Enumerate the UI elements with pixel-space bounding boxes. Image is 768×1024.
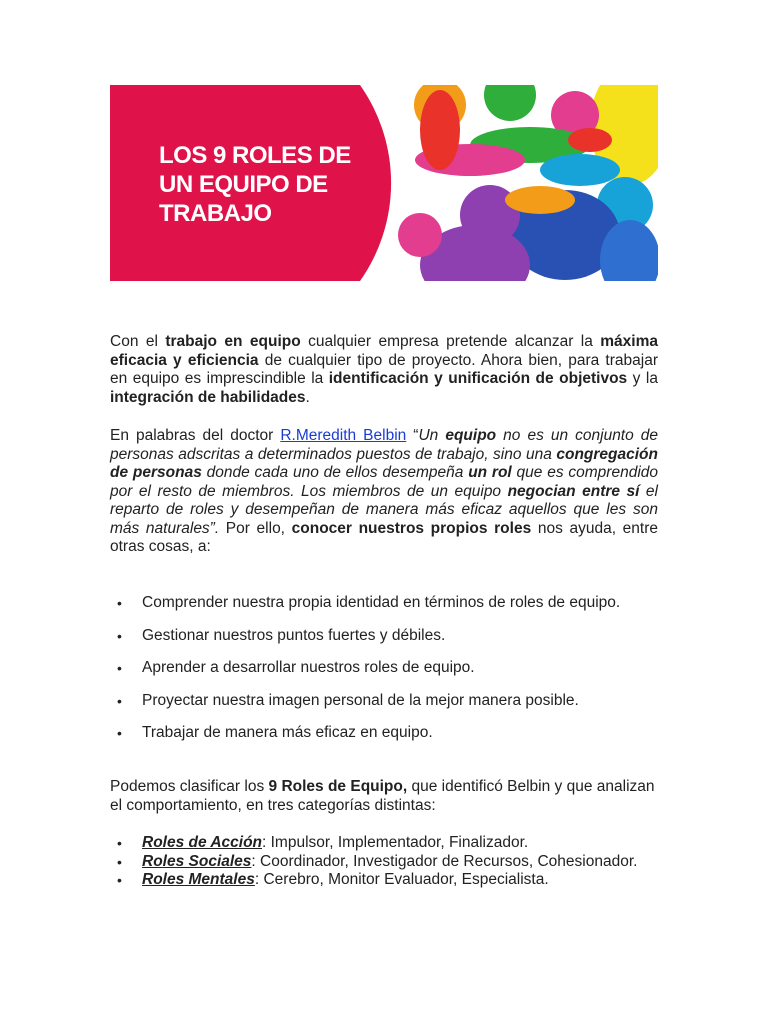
text-run: Con el [110, 333, 166, 350]
bold-italic-text: congregación de personas [110, 445, 658, 481]
list-item [110, 692, 658, 711]
text-run: y la [627, 370, 658, 387]
list-item-text: Trabajar de manera más eficaz en equipo. [142, 724, 433, 741]
category-name: Roles Mentales [142, 871, 255, 888]
bold-italic-text: negocian entre sí [507, 482, 640, 500]
list-item-text: Comprender nuestra propia identidad en términos de roles de equipo. [142, 594, 621, 611]
bullet-icon: • [117, 835, 122, 851]
classification-paragraph [110, 778, 658, 815]
bullet-icon: • [117, 725, 122, 741]
text-run: nos ayuda, entre otras cosas, a: [110, 519, 658, 555]
bold-italic-text: equipo [445, 427, 497, 444]
category-roles: : Coordinador, Investigador de Recursos, Cohesionador. [251, 852, 638, 870]
list-item [110, 834, 658, 853]
list-item [110, 594, 658, 613]
list-item-text: Gestionar nuestros puntos fuertes y débiles. [142, 626, 446, 644]
list-item [110, 724, 658, 743]
list-item [110, 627, 658, 646]
bold-text: 9 Roles de Equipo, [268, 778, 408, 795]
banner-title-line: LOS 9 ROLES DE [159, 142, 351, 169]
text-run: cualquier empresa pretende alcanzar la [300, 333, 601, 350]
belbin-link[interactable]: R.Meredith Belbin [280, 427, 407, 444]
bold-text: máxima eficacia y eficiencia [110, 333, 658, 369]
list-item-text: Proyectar nuestra imagen personal de la mejor manera posible. [142, 691, 579, 709]
bold-italic-text: un rol [468, 464, 512, 481]
text-run: Podemos clasificar los [110, 778, 269, 795]
bold-text: identificación y unificación de objetivos [328, 370, 628, 387]
benefits-list [110, 594, 658, 757]
role-categories-list [110, 834, 658, 890]
bold-text: trabajo en equipo [165, 333, 301, 350]
text-run: que identificó Belbin y que analizan el comportamiento, en tres categorías distintas: [110, 778, 655, 814]
belbin-quote-paragraph [110, 427, 658, 557]
text-run: Por ello, [219, 519, 292, 537]
list-item [110, 853, 658, 872]
text-run: “ [406, 427, 419, 444]
list-item [110, 871, 658, 890]
bullet-icon: • [117, 660, 122, 676]
bullet-icon: • [117, 853, 122, 870]
italic-text: que es comprendido por el resto de miembros. Los miembros de un equipo [110, 464, 659, 500]
text-run: En palabras del doctor [110, 427, 281, 444]
italic-text: el reparto de roles y desempeñan de manera más eficaz aquellos que les son más naturales”. [110, 482, 659, 537]
bold-text: integración de habilidades [110, 388, 306, 406]
list-item-text: Aprender a desarrollar nuestros roles de equipo. [142, 659, 475, 676]
banner-title-line: UN EQUIPO DE [159, 171, 328, 198]
category-name: Roles Sociales [142, 852, 252, 870]
bullet-icon: • [117, 692, 122, 709]
italic-text: Un [418, 427, 446, 444]
banner-title [159, 141, 399, 228]
category-roles: : Impulsor, Implementador, Finalizador. [262, 834, 529, 851]
banner-title-line: TRABAJO [159, 200, 272, 227]
category-name: Roles de Acción [142, 834, 263, 851]
text-run: de cualquier tipo de proyecto. Ahora bien, para trabajar en equipo es imprescindible la [110, 351, 658, 387]
bullet-icon: • [117, 627, 122, 644]
header-banner [110, 85, 658, 281]
category-roles: : Cerebro, Monitor Evaluador, Especialista. [254, 871, 549, 888]
italic-text: no es un conjunto de personas adscritas a determinados puestos de trabajo, sino una [110, 427, 659, 463]
bullet-icon: • [117, 872, 122, 888]
text-run: . [305, 388, 310, 406]
bold-text: conocer nuestros propios roles [291, 519, 532, 537]
italic-text: donde cada uno de ellos desempeña [201, 464, 469, 481]
bullet-icon: • [117, 595, 122, 611]
colorful-figures [398, 85, 658, 281]
intro-paragraph [110, 333, 658, 407]
list-item [110, 659, 658, 678]
